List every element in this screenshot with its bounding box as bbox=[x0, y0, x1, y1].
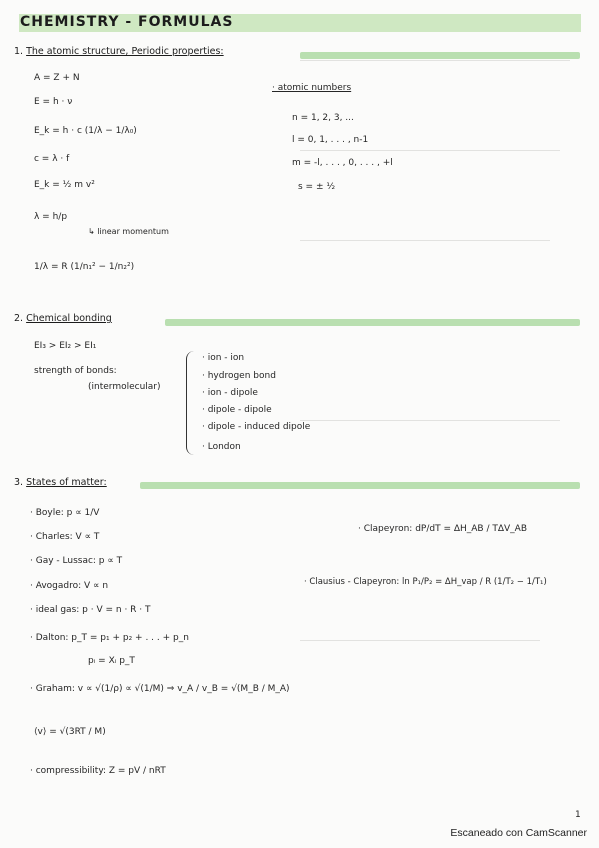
strength-of-bonds-label: strength of bonds: bbox=[34, 366, 117, 376]
bleed-line bbox=[300, 420, 560, 421]
brace bbox=[186, 351, 195, 455]
section-highlight bbox=[300, 52, 580, 59]
bond-type: · London bbox=[202, 442, 241, 452]
section-number: 2. bbox=[14, 313, 24, 324]
formula-rydberg: 1/λ = R (1/n₁² − 1/n₂²) bbox=[34, 262, 135, 272]
bond-type: · hydrogen bond bbox=[202, 371, 276, 381]
dalton-partial-pressure: pᵢ = Xᵢ p_T bbox=[88, 656, 135, 666]
formula-mass-number: A = Z + N bbox=[34, 73, 80, 83]
section-title: The atomic structure, Periodic properties: bbox=[26, 46, 224, 57]
boyle-law: · Boyle: p ∝ 1/V bbox=[30, 508, 100, 518]
quantum-number-m: m = -l, . . . , 0, . . . , +l bbox=[292, 158, 393, 168]
intermolecular-label: (intermolecular) bbox=[88, 382, 161, 392]
ionization-energy-order: EI₃ > EI₂ > EI₁ bbox=[34, 341, 97, 351]
section-2-heading bbox=[14, 313, 112, 325]
bond-type: · dipole - induced dipole bbox=[202, 422, 311, 432]
section-number: 3. bbox=[14, 477, 24, 488]
section-number: 1. bbox=[14, 46, 24, 57]
formula-kinetic-energy-photo: E_k = h · c (1/λ − 1/λ₀) bbox=[34, 126, 137, 136]
page-number: 1 bbox=[575, 810, 581, 820]
avogadro-law: · Avogadro: V ∝ n bbox=[30, 581, 109, 591]
quantum-number-s: s = ± ½ bbox=[298, 182, 336, 192]
quantum-number-n: n = 1, 2, 3, ... bbox=[292, 113, 354, 123]
formula-wave-speed: c = λ · f bbox=[34, 154, 70, 164]
bond-type: · ion - ion bbox=[202, 353, 245, 363]
dalton-law: · Dalton: p_T = p₁ + p₂ + . . . + p_n bbox=[30, 633, 189, 643]
clausius-clapeyron-equation: · Clausius - Clapeyron: ln P₁/P₂ = ΔH_vap / R (1/T₂ − 1/T₁) bbox=[304, 577, 547, 587]
formula-photon-energy: E = h · ν bbox=[34, 97, 73, 107]
section-1-heading bbox=[14, 46, 224, 58]
bleed-line bbox=[300, 640, 540, 641]
compressibility-factor: · compressibility: Z = pV / nRT bbox=[30, 766, 166, 776]
graham-law: · Graham: v ∝ √(1/ρ) ∝ √(1/M) ⇒ v_A / v_B = √(M_B / M_A) bbox=[30, 684, 290, 694]
atomic-numbers-title: · atomic numbers bbox=[272, 83, 352, 93]
page-title: CHEMISTRY - FORMULAS bbox=[20, 14, 234, 30]
ideal-gas-law: · ideal gas: p · V = n · R · T bbox=[30, 605, 151, 615]
charles-law: · Charles: V ∝ T bbox=[30, 532, 100, 542]
clapeyron-equation: · Clapeyron: dP/dT = ΔH_AB / TΔV_AB bbox=[358, 524, 528, 534]
section-title: Chemical bonding bbox=[26, 313, 112, 324]
bleed-line bbox=[300, 240, 550, 241]
section-3-heading bbox=[14, 477, 107, 489]
section-highlight bbox=[140, 482, 580, 489]
bleed-line bbox=[300, 60, 570, 61]
section-highlight bbox=[165, 319, 580, 326]
gay-lussac-law: · Gay - Lussac: p ∝ T bbox=[30, 556, 123, 566]
formula-kinetic-energy: E_k = ½ m v² bbox=[34, 180, 95, 190]
rms-speed: ⟨v⟩ = √(3RT / M) bbox=[34, 727, 106, 737]
linear-momentum-note: ↳ linear momentum bbox=[88, 227, 169, 236]
formula-de-broglie: λ = h/p bbox=[34, 212, 68, 222]
section-title: States of matter: bbox=[26, 477, 107, 488]
scanner-watermark: Escaneado con CamScanner bbox=[450, 827, 587, 839]
quantum-number-l: l = 0, 1, . . . , n-1 bbox=[292, 135, 369, 145]
bond-type: · dipole - dipole bbox=[202, 405, 272, 415]
bond-type: · ion - dipole bbox=[202, 388, 258, 398]
bleed-line bbox=[300, 150, 560, 151]
